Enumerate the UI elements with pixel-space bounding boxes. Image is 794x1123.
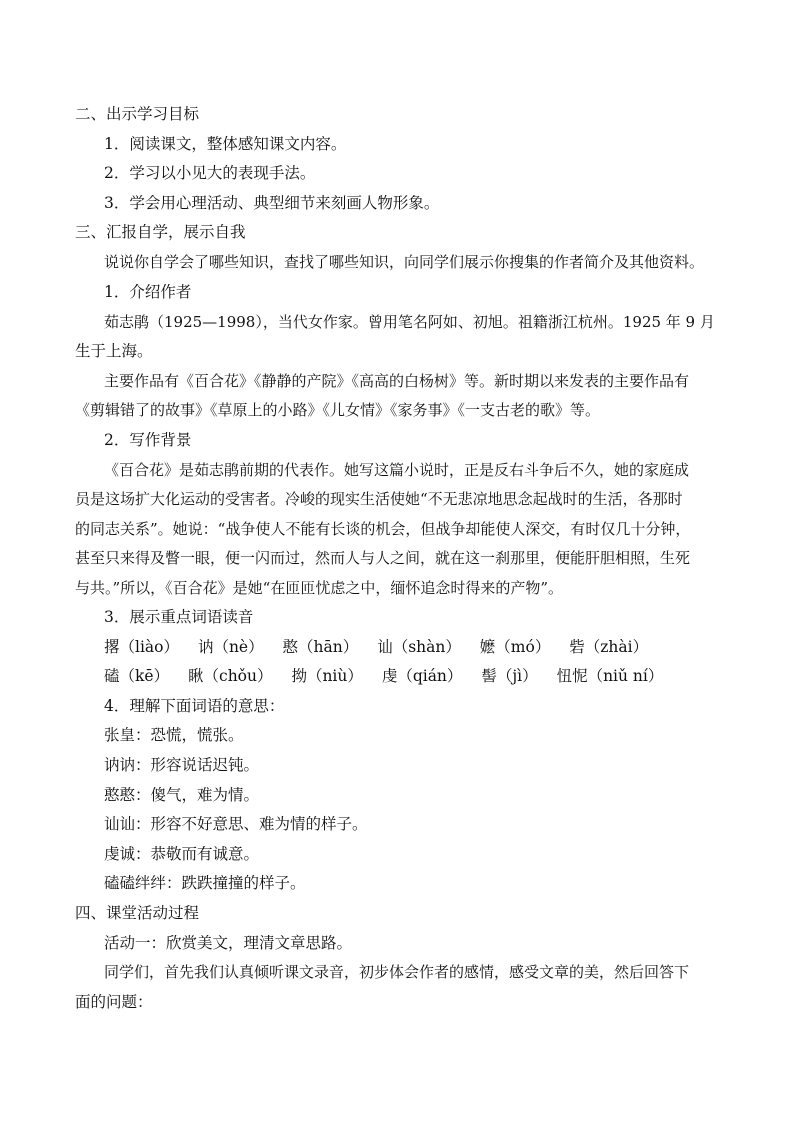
section-4-p-line2: 面的问题： (75, 993, 153, 1011)
pronunciation-row-2 (104, 666, 764, 686)
pinyin-item: 讷（nè） (197, 638, 264, 656)
meaning-item: 张皇：恐慌，慌张。 (104, 726, 244, 744)
meaning-item: 磕磕绊绊：跌跌撞撞的样子。 (104, 874, 306, 892)
meanings-title: 4．理解下面词语的意思： (104, 697, 285, 715)
meaning-item: 虔诚：恭敬而有诚意。 (104, 845, 260, 863)
background-line-4: 甚至只来得及瞥一眼，便一闪而过，然而人与人之间，就在这一刹那里，便能肝胆相照，生死 (75, 549, 691, 567)
pinyin-item: 撂（liào） (104, 638, 179, 656)
background-title: 2．写作背景 (104, 431, 192, 449)
pinyin-item: 瞅（chǒu） (188, 667, 273, 685)
pronunciation-title: 3．展示重点词语读音 (104, 608, 254, 626)
meaning-item: 讪讪：形容不好意思、难为情的样子。 (104, 815, 368, 833)
section-4-p-line1: 同学们，首先我们认真倾听课文录音，初步体会作者的感情，感受文章的美，然后回答下 (104, 963, 690, 981)
pinyin-item: 砦（zhài） (569, 638, 649, 656)
author-p2-line1: 主要作品有《百合花》《静静的产院》《高高的白杨树》等。新时期以来发表的主要作品有 (104, 372, 690, 390)
activity-1: 活动一：欣赏美文，理清文章思路。 (104, 934, 353, 952)
author-p1-line1: 茹志鹃（1925—1998），当代女作家。曾用笔名阿如、初旭。祖籍浙江杭州。1925 年 9 月 (104, 313, 715, 331)
background-line-1: 《百合花》是茹志鹃前期的代表作。她写这篇小说时，正是反右斗争后不久，她的家庭成 (104, 461, 690, 479)
author-title: 1．介绍作者 (104, 283, 192, 301)
pinyin-item: 憨（hān） (282, 638, 359, 656)
background-line-5: 与共。”所以，《百合花》是她“在匝匝忧虑之中，缅怀追念时得来的产物”。 (75, 579, 564, 597)
pinyin-item: 虔（qián） (381, 667, 463, 685)
meaning-item: 憨憨：傻气，难为情。 (104, 786, 260, 804)
pinyin-item: 讪（shàn） (377, 638, 461, 656)
section-3-heading: 三、汇报自学，展示自我 (75, 223, 246, 241)
section-3-intro: 说说你自学会了哪些知识，查找了哪些知识，向同学们展示你搜集的作者简介及其他资料。 (104, 253, 705, 271)
meaning-item: 讷讷：形容说话迟钝。 (104, 756, 260, 774)
pinyin-item: 髻（jì） (481, 667, 538, 685)
background-line-2: 员是这场扩大化运动的受害者。冷峻的现实生活使她“不无悲凉地思念起战时的生活，各那时 (75, 490, 683, 508)
author-p2-line2: 《剪辑错了的故事》《草原上的小路》《儿女情》《家务事》《一支古老的歌》等。 (75, 401, 601, 419)
pinyin-item: 拗（niù） (291, 667, 363, 685)
pinyin-item: 嬷（mó） (479, 638, 551, 656)
pinyin-item: 磕（kē） (104, 667, 170, 685)
background-line-3: 的同志关系”。她说：“战争使人不能有长谈的机会，但战争却能使人深交，有时仅几十分钟， (75, 520, 691, 538)
pinyin-item: 忸怩（niǔ ní） (556, 667, 664, 685)
pronunciation-row-1 (104, 637, 764, 657)
section-4-heading: 四、课堂活动过程 (75, 904, 200, 922)
author-p1-line2: 生于上海。 (75, 342, 153, 360)
goal-item-1: 1．阅读课文，整体感知课文内容。 (104, 135, 347, 153)
goal-item-2: 2．学习以小见大的表现手法。 (104, 164, 316, 182)
goal-item-3: 3．学会用心理活动、典型细节来刻画人物形象。 (104, 194, 440, 212)
section-2-heading: 二、出示学习目标 (75, 105, 200, 123)
